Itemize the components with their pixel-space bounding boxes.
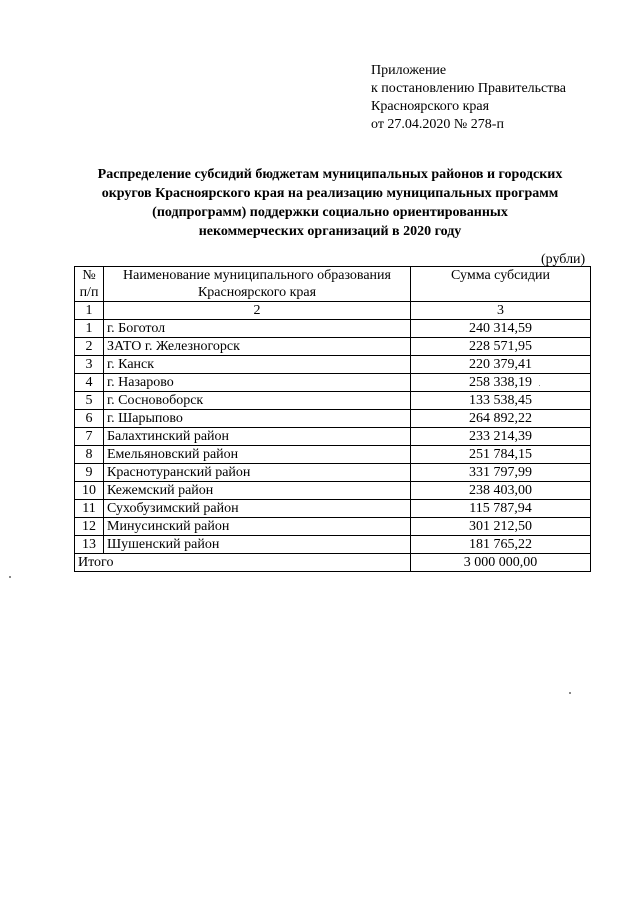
header-num-line1: №	[82, 268, 96, 283]
row-sum: 258 338,19	[411, 374, 591, 392]
row-num: 8	[75, 446, 104, 464]
table-row	[75, 410, 591, 428]
table-row	[75, 482, 591, 500]
total-label: Итого	[75, 554, 411, 572]
header-num	[75, 267, 104, 302]
colnum-1: 1	[75, 302, 104, 320]
document-title	[70, 165, 590, 241]
row-name: Балахтинский район	[104, 428, 411, 446]
row-name: Кежемский район	[104, 482, 411, 500]
row-sum: 233 214,39	[411, 428, 591, 446]
row-sum: 133 538,45	[411, 392, 591, 410]
annex-block	[371, 62, 566, 134]
header-sum: Сумма субсидии	[411, 267, 591, 302]
column-number-row	[75, 302, 591, 320]
row-num: 2	[75, 338, 104, 356]
table-row	[75, 428, 591, 446]
colnum-2: 2	[104, 302, 411, 320]
row-name: Шушенский район	[104, 536, 411, 554]
header-name-line2: Красноярского края	[197, 285, 317, 300]
annex-line-4: от 27.04.2020 № 278-п	[371, 117, 504, 132]
row-num: 6	[75, 410, 104, 428]
title-line-4: некоммерческих организаций в 2020 году	[198, 224, 462, 239]
row-name: г. Боготол	[104, 320, 411, 338]
row-name: г. Сосновоборск	[104, 392, 411, 410]
row-name: Минусинский район	[104, 518, 411, 536]
title-line-3: (подпрограмм) поддержки социально ориентированных	[152, 205, 508, 220]
scan-speck	[9, 576, 11, 578]
row-sum: 238 403,00	[411, 482, 591, 500]
row-name: Емельяновский район	[104, 446, 411, 464]
table-row	[75, 446, 591, 464]
colnum-3: 3	[411, 302, 591, 320]
header-name	[104, 267, 411, 302]
row-num: 7	[75, 428, 104, 446]
total-sum: 3 000 000,00	[411, 554, 591, 572]
row-name: г. Канск	[104, 356, 411, 374]
row-sum: 264 892,22	[411, 410, 591, 428]
row-num: 9	[75, 464, 104, 482]
table-row	[75, 536, 591, 554]
table-body	[75, 320, 591, 554]
table-row	[75, 392, 591, 410]
row-num: 3	[75, 356, 104, 374]
row-num: 13	[75, 536, 104, 554]
annex-line-2: к постановлению Правительства	[371, 81, 567, 96]
row-sum: 331 797,99	[411, 464, 591, 482]
row-sum: 220 379,41	[411, 356, 591, 374]
row-name: г. Шарыпово	[104, 410, 411, 428]
row-num: 4	[75, 374, 104, 392]
scan-speck	[569, 692, 571, 694]
row-name: г. Назарово	[104, 374, 411, 392]
annex-line-1: Приложение	[371, 63, 447, 78]
row-num: 11	[75, 500, 104, 518]
row-sum: 181 765,22	[411, 536, 591, 554]
header-num-line2: п/п	[79, 285, 99, 300]
row-num: 12	[75, 518, 104, 536]
annex-line-3: Красноярского края	[371, 99, 490, 114]
table-header-row	[75, 267, 591, 302]
total-row	[75, 554, 591, 572]
unit-label: (рубли)	[541, 252, 586, 267]
table-row	[75, 500, 591, 518]
table-row	[75, 338, 591, 356]
row-sum: 228 571,95	[411, 338, 591, 356]
table-row	[75, 374, 591, 392]
table-row	[75, 464, 591, 482]
row-num: 10	[75, 482, 104, 500]
subsidy-table	[74, 266, 591, 572]
scan-speck	[539, 385, 540, 386]
table-row	[75, 518, 591, 536]
row-sum: 251 784,15	[411, 446, 591, 464]
row-name: Краснотуранский район	[104, 464, 411, 482]
header-name-line1: Наименование муниципального образования	[123, 268, 391, 283]
row-num: 1	[75, 320, 104, 338]
table-row	[75, 320, 591, 338]
row-num: 5	[75, 392, 104, 410]
row-sum: 301 212,50	[411, 518, 591, 536]
title-line-2: округов Красноярского края на реализацию муниципальных программ	[101, 186, 559, 201]
table-row	[75, 356, 591, 374]
row-name: ЗАТО г. Железногорск	[104, 338, 411, 356]
row-sum: 240 314,59	[411, 320, 591, 338]
row-sum: 115 787,94	[411, 500, 591, 518]
row-name: Сухобузимский район	[104, 500, 411, 518]
title-line-1: Распределение субсидий бюджетам муниципальных районов и городских	[97, 167, 563, 182]
